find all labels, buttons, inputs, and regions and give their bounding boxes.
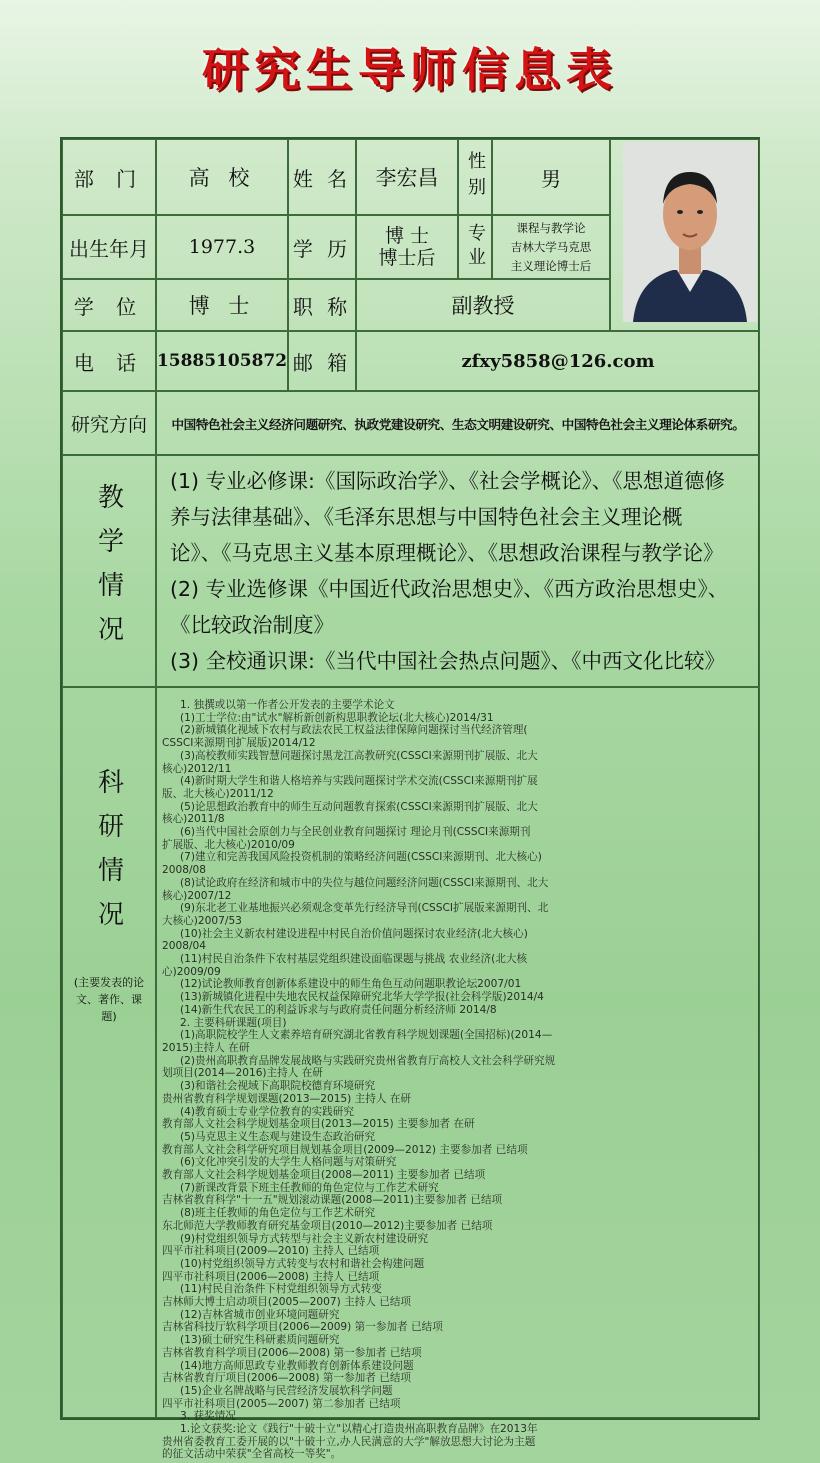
research-line: (11)村民自治条件下村党组织领导方式转变 xyxy=(180,1283,382,1296)
major-value-2: 吉林大学马克思 xyxy=(510,239,592,254)
dept-value: 高 校 xyxy=(156,139,288,215)
research-line: (15)企业名牌战略与民营经济发展软科学问题 xyxy=(180,1384,393,1397)
research-line: (9)东北老工业基地振兴必须观念变革先行经济导刊(CSSCI扩展版来源期刊、北 xyxy=(180,902,549,915)
phone-label: 电 话 xyxy=(62,331,156,391)
research-line: (11)村民自治条件下农村基层党组织建设面临课题与挑战 农业经济(北大核 xyxy=(180,953,528,966)
research-line: 划项目(2014—2016)主持人 在研 xyxy=(162,1067,323,1080)
research-line: (7)建立和完善我国风险投资机制的策略经济问题(CSSCI来源期刊、北大核心) xyxy=(180,851,542,864)
research-line: (3)高校教师实践智慧问题探讨黑龙江高教研究(CSSCI来源期刊扩展版、北大 xyxy=(180,749,538,762)
research-label-cell xyxy=(62,687,156,1418)
research-line: (5)论思想政治教育中的师生互动问题教育探索(CSSCI来源期刊扩展版、北大 xyxy=(180,800,538,813)
research-line: 吉林师大博士启动项目(2005—2007) 主持人 已结项 xyxy=(162,1296,412,1309)
research-line: (12)吉林省城市创业环境问题研究 xyxy=(180,1308,340,1321)
edu-label: 学 历 xyxy=(288,215,356,279)
sex-label: 性别 xyxy=(465,151,486,203)
research-line: 贵州省教育科学规划课题(2013—2015) 主持人 在研 xyxy=(162,1092,412,1105)
research-line: (4)教育硕士专业学位教育的实践研究 xyxy=(180,1105,354,1118)
major-value-cell xyxy=(492,215,610,279)
research-line: 核心)2011/8 xyxy=(162,813,225,826)
teaching-line: 论》、《马克思主义基本原理概论》、《思想政治课程与教学论》 xyxy=(170,541,724,565)
degree-label: 学 位 xyxy=(62,279,156,331)
major-label-cell xyxy=(458,215,492,279)
sex-label-cell xyxy=(458,139,492,215)
research-line: (3)和谐社会视域下高职院校德育环境研究 xyxy=(180,1080,376,1093)
email-value: zfxy5858@126.com xyxy=(356,331,760,391)
teaching-line: (3) 全校通识课:《当代中国社会热点问题》、《中西文化比较》 xyxy=(170,649,725,673)
research-line: 2015)主持人 在研 xyxy=(162,1041,250,1054)
research-line: (5)马克思主义生态观与建设生态政治研究 xyxy=(180,1130,376,1143)
teaching-content xyxy=(156,455,760,687)
research-line: 大核心)2007/53 xyxy=(162,914,242,927)
research-list xyxy=(162,699,752,1461)
research-line: 核心)2007/12 xyxy=(162,889,232,902)
research-line: 四平市社科项目(2005—2007) 第二参加者 已结项 xyxy=(162,1397,401,1410)
research-line: (14)新生代农民工的利益诉求与与政府责任问题分析经济师 2014/8 xyxy=(180,1003,497,1016)
research-line: (12)试论教师教育创新体系建设中的师生角色互动问题职教论坛2007/01 xyxy=(180,978,522,991)
name-label: 姓 名 xyxy=(288,139,356,215)
phone-value: 15885105872 xyxy=(156,331,288,391)
portrait-photo xyxy=(623,142,757,322)
birth-label: 出生年月 xyxy=(62,215,156,279)
research-line: (6)文化冲突引发的大学生人格问题与对策研究 xyxy=(180,1156,397,1169)
edu-value-cell xyxy=(356,215,458,279)
teaching-label-cell xyxy=(62,455,156,687)
research-line: 1.论文获奖:论文《践行"十破十立"以精心打造贵州高职教育品牌》在2013年 xyxy=(180,1423,538,1436)
edu-value-1: 博 士 xyxy=(384,225,430,247)
research-line: (13)硕士研究生科研素质问题研究 xyxy=(180,1334,340,1347)
degree-value: 博 士 xyxy=(156,279,288,331)
research-line: 吉林省教育科学项目(2006—2008) 第一参加者 已结项 xyxy=(162,1346,422,1359)
major-value-3: 主义理论博士后 xyxy=(510,258,592,273)
research-line: 四平市社科项目(2006—2008) 主持人 已结项 xyxy=(162,1270,380,1283)
email-label: 邮 箱 xyxy=(288,331,356,391)
research-line: (10)村党组织领导方式转变与农村和谐社会构建问题 xyxy=(180,1257,425,1270)
research-line: 四平市社科项目(2009—2010) 主持人 已结项 xyxy=(162,1245,380,1258)
title-label: 职 称 xyxy=(288,279,356,331)
research-dir-label: 研究方向 xyxy=(62,391,156,455)
research-line: CSSCI来源期刊扩展版)2014/12 xyxy=(162,737,316,750)
birth-value: 1977.3 xyxy=(156,215,288,279)
research-line: 版、北大核心)2011/12 xyxy=(162,787,274,800)
research-line: 扩展版、北大核心)2010/09 xyxy=(162,838,295,851)
title-value: 副教授 xyxy=(356,279,610,331)
research-line: (13)新城镇化进程中失地农民权益保障研究北华大学学报(社会科学版)2014/4 xyxy=(180,991,544,1004)
research-line: (8)试论政府在经济和城市中的失位与越位问题经济问题(CSSCI来源期刊、北大 xyxy=(180,876,549,889)
research-label: 科研情况 xyxy=(93,768,124,944)
dept-label: 部 门 xyxy=(62,139,156,215)
research-line: (10)社会主义新农村建设进程中村民自治价值问题探讨农业经济(北大核心) xyxy=(180,927,528,940)
research-line: (1)工士学位:由"试水"解析新创新构思职教论坛(北大核心)2014/31 xyxy=(180,711,494,724)
research-line: 2008/04 xyxy=(162,940,207,953)
major-label: 专业 xyxy=(465,223,486,271)
teaching-label: 教学情况 xyxy=(93,483,124,659)
teaching-line: 《比较政治制度》 xyxy=(170,613,334,637)
teaching-line: (2) 专业选修课《中国近代政治思想史》、《西方政治思想史》、 xyxy=(170,577,729,601)
research-line: 吉林省教育厅项目(2006—2008) 第一参加者 已结项 xyxy=(162,1372,412,1385)
research-line: (2)贵州高职教育品牌发展战略与实践研究贵州省教育厅高校人文社会科学研究规 xyxy=(180,1054,556,1067)
research-line: 的征文活动中荣获"全省高校一等奖"。 xyxy=(162,1448,342,1461)
research-note: (主要发表的论文、著作、课题) xyxy=(73,976,145,1023)
edu-value-2: 博士后 xyxy=(378,247,436,269)
research-line: (6)当代中国社会原创力与全民创业教育问题探讨 理论月刊(CSSCI来源期刊 xyxy=(180,826,531,839)
research-line: 吉林省科技厅软科学项目(2006—2009) 第一参加者 已结项 xyxy=(162,1321,443,1334)
research-line: (1)高职院校学生人文素养培育研究湖北省教育科学规划课题(全国招标)(2014— xyxy=(180,1029,553,1042)
teaching-line: (1) 专业必修课:《国际政治学》、《社会学概论》、《思想道德修 xyxy=(170,469,725,493)
research-line: 2008/08 xyxy=(162,864,207,877)
research-line: (2)新城镇化视域下农村与政法农民工权益法律保障问题探讨当代经济管理( xyxy=(180,724,528,737)
info-table xyxy=(60,137,760,1461)
teaching-line: 养与法律基础》、《毛泽东思想与中国特色社会主义理论概 xyxy=(170,505,683,529)
research-line: 1. 独撰或以第一作者公开发表的主要学术论文 xyxy=(180,699,395,711)
research-line: (8)班主任教师的角色定位与工作艺术研究 xyxy=(180,1207,376,1220)
research-line: (7)新课改背景下班主任教师的角色定位与工作艺术研究 xyxy=(180,1181,439,1194)
page-title: 研究生导师信息表 xyxy=(202,43,618,97)
research-dir-value: 中国特色社会主义经济问题研究、执政党建设研究、生态文明建设研究、中国特色社会主义理论体系研究。 xyxy=(156,391,760,455)
research-line: 教育部人文社会科学规划基金项目(2013—2015) 主要参加者 在研 xyxy=(162,1118,475,1131)
name-value: 李宏昌 xyxy=(356,139,458,215)
research-line: 3. 获奖情况 xyxy=(180,1410,236,1423)
research-line: (14)地方高师思政专业教师教育创新体系建设问题 xyxy=(180,1359,414,1372)
research-line: 贵州省委教育工委开展的以"十破十立,办人民满意的大学"解放思想大讨论为主题 xyxy=(162,1435,536,1448)
research-line: (9)村党组织领导方式转型与社会主义新农村建设研究 xyxy=(180,1232,429,1245)
major-value-1: 课程与教学论 xyxy=(516,220,586,235)
research-line: 2. 主要科研课题(项目) xyxy=(180,1016,287,1029)
research-line: 教育部人文社会科学规划基金项目(2008—2011) 主要参加者 已结项 xyxy=(162,1169,486,1182)
sex-value: 男 xyxy=(492,139,610,215)
research-line: 核心)2012/11 xyxy=(162,762,232,775)
research-line: 教育部人文社会科学研究项目规划基金项目(2009—2012) 主要参加者 已结项 xyxy=(162,1143,528,1156)
research-line: 吉林省教育科学"十一五"规划滚动课题(2008—2011)主要参加者 已结项 xyxy=(162,1194,503,1207)
research-line: 心)2009/09 xyxy=(162,965,221,978)
research-line: 东北师范大学教师教育研究基金项目(2010—2012)主要参加者 已结项 xyxy=(162,1219,493,1232)
research-line: (4)新时期大学生和谐人格培养与实践问题探讨学术交流(CSSCI来源期刊扩展 xyxy=(180,775,538,788)
